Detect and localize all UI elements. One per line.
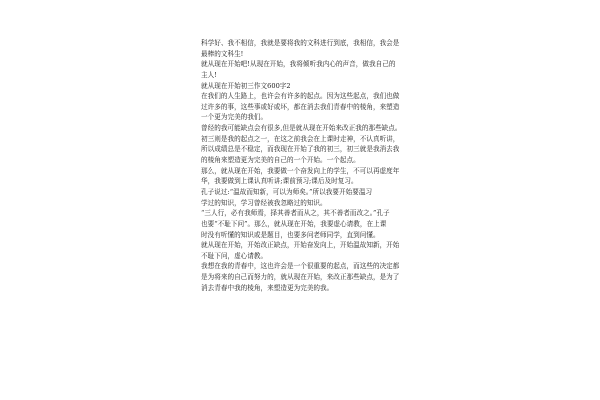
text-line: 也要“不耻下问”。那么，就从现在开始，我要虚心请教，在上课 xyxy=(201,219,387,228)
text-line: 就从现在开始吧!从现在开始，我将倾听我内心的声音，做我自己的 xyxy=(201,60,396,69)
text-line: 最棒的文科生! xyxy=(201,49,244,58)
text-line: 时没有听懂的知识或是题目，也要多问老师同学，直到问懂。 xyxy=(201,230,380,239)
text-line: 所以成绩总是不稳定，而我现在开始了我的初三，初三就是我消去我 xyxy=(201,145,400,154)
text-line: 我想在我的青春中，这也许会是一个很重要的起点，而这些的决定都 xyxy=(201,262,400,271)
text-line: 消去青春中我的棱角，来塑造更为完美的我。 xyxy=(201,283,334,292)
text-line: 一个更为完美的我们。 xyxy=(201,113,268,122)
text-line: 孔子说过:“温故而知新，可以为师矣。”所以我要开始要温习 xyxy=(201,187,373,196)
essay-title: 就从现在开始初三作文600字2 xyxy=(201,81,291,90)
text-line: 在我们的人生路上，也许会有许多的起点。因为这些起点，我们也做 xyxy=(201,92,400,101)
text-line: 那么，就从现在开始，我要做一个奋发向上的学生，不可以再虚度年 xyxy=(201,166,400,175)
text-line: 不耻下问，虚心请教。 xyxy=(201,251,268,260)
text-line: 学过的知识，学习曾经被我忽略过的知识。 xyxy=(201,198,327,207)
text-line: 是为将来的自己而努力的，就从现在开始，来改正那些缺点，是为了 xyxy=(201,273,400,282)
text-line: 曾经的我可能缺点会有很多,但是就从现在开始来改正我的那些缺点。 xyxy=(201,124,402,133)
text-line: “三人行，必有我师焉，择其善者而从之，其不善者而改之。”孔子 xyxy=(201,209,390,218)
text-line: 的棱角来塑造更为完美的自己的一个开始。一个起点。 xyxy=(201,156,360,165)
text-line: 过许多的事，这些事或好或坏，都在消去我们青春中的棱角，来塑造 xyxy=(201,102,400,111)
text-line: 华，我要做到上课认真听讲;课前预习;课后及时复习。 xyxy=(201,177,358,186)
text-line: 主人! xyxy=(201,70,217,79)
text-line: 初三则是我的起点之一，在这之前我会在上课时走神，不认真听讲， xyxy=(201,134,400,143)
text-line: 科学好、我不相信，我就是要将我的文科进行到底，我相信，我会是 xyxy=(201,39,400,47)
document-body xyxy=(201,38,401,293)
text-line: 就从现在开始，开始改正缺点，开始奋发向上，开始温故知新，开始 xyxy=(201,241,400,250)
